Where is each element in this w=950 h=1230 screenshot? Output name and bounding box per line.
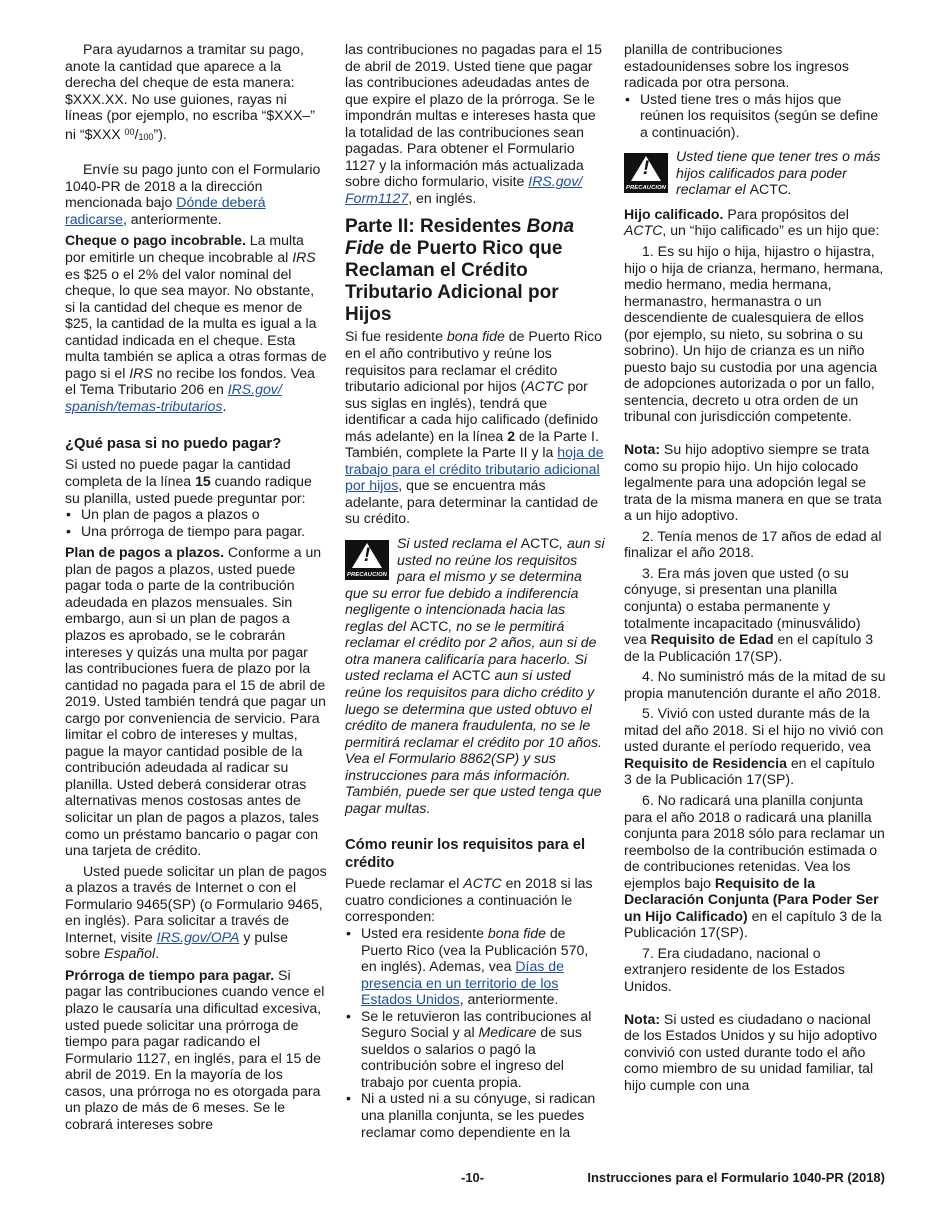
paragraph-check-amount: Para ayudarnos a tramitar su pago, anote la cantidad que aparece a la derecha del cheque de esta manera: $XXX.XX. No use guiones, rayas ni líneas (por ejemplo, no escriba “$XXX–” ni “$XXX $^{00}$/100”). — [65, 41, 315, 142]
link-form1127[interactable]: IRS.gov/ Form1127 — [345, 173, 583, 206]
paragraph-installment-plan: Plan de pagos a plazos. Conforme a un plan de pagos a plazos, usted puede pagar toda o parte de la contribución adeudada en plazos mensuales. Sin embargo, aun si un plan de pagos a plazos es aprobado, se le cobrarán intereses y quizás una multa por pagar las contribuciones fuera de plazo por la cantidad no pagada para el 15 de abril de 2019. Usted también tendrá que pagar un cargo por conveniencia de servicio. Para limitar el cobro de intereses y multas, pague la mayor cantidad posible de la contribución adeudada al radicar su planilla. Usted deberá considerar otras alternativas menos costosas antes de solicitar un plan de pagos a plazos, tales como un préstamo bancario o pagar con una tarjeta de crédito. — [65, 544, 326, 859]
bullet-tres-hijos: • Usted tiene tres o más hijos que reúnen los requisitos (según se define a continuación). — [624, 91, 886, 141]
heading-cheque-incobrable: Cheque o pago incobrable. — [65, 232, 246, 249]
heading-hijo-calificado: Hijo calificado. — [624, 205, 724, 222]
paragraph-bad-check: Cheque o pago incobrable. La multa por emitirle un cheque incobrable al IRS es $25 o el 2% del valor nominal del cheque, lo que sea mayor. No obstante, si la cantidad del cheque es menor de $25, la cantidad de la multa es igual a la cantidad indicada en el cheque. Esta multa también se aplica a otras formas de pago si el IRS no recibe los fondos. Vea el Tema Tributario 206 en IRS.gov/ spanish/temas-tributarios. — [65, 232, 327, 414]
bullet-seguro-social: • Se le retuvieron las contribuciones al Seguro Social y al Medicare de sus sueldos o salarios o pagó la contribución sobre el ingreso del trabajo por cuenta propia. — [345, 1008, 605, 1091]
link-donde-radicarse[interactable]: Dónde deberá radicarse — [65, 194, 266, 227]
heading-plan-pagos: Plan de pagos a plazos. — [65, 544, 224, 561]
link-temas-tributarios[interactable]: IRS.gov/ spanish/temas-tributarios — [65, 381, 282, 414]
column-1 — [65, 41, 327, 1132]
list-item-1: 1. Es su hijo o hija, hijastro o hijastra, hijo o hija de crianza, hermano, hermana, medio hermano, media hermana, hermanastro, hermanastra o un descendiente de cualesquiera de ellos (por ejemplo, su nieto, su sobrina o su sobrino). Un hijo de crianza es un niño puesto bajo su custodia por una agencia de adopciones autorizada o por un fallo, sentencia, decreto u otra orden de un tribunal con jurisdicción competente. — [624, 243, 884, 425]
list-item-5: 5. Vivió con usted durante más de la mitad del año 2018. Si el hijo no vivió con usted durante el período requerido, vea Requisito de Residencia en el capítulo 3 de la Publicación 17(SP). — [624, 705, 884, 788]
paragraph-extension: Prórroga de tiempo para pagar. Si pagar las contribuciones cuando vence el plazo le causaría una dificultad excesiva, usted puede solicitar una prórroga de tiempo para pagar radicando el Formulario 1127, en inglés, para el 15 de abril de 2019. En la mayoría de los casos, una prórroga no es otorgada para un plazo de más de 6 meses. Se le cobrará intereses sobre — [65, 966, 325, 1132]
bullet-residente: • Usted era residente bona fide de Puerto Rico (vea la Publicación 570, en inglés). Ademas, vea Días de presencia en un territorio de los Estados Unidos, anteriormente. — [345, 925, 605, 1008]
paragraph-cannot-pay: Si usted no puede pagar la cantidad completa de la línea 15 cuando radique su planilla, usted puede preguntar por: — [65, 456, 312, 506]
caution-icon: ! PRECAUCION — [345, 540, 389, 580]
link-hoja-trabajo[interactable]: hoja de trabajo para el crédito tributario adicional por hijos — [345, 444, 604, 494]
caution-note-three-children: ! PRECAUCION Usted tiene que tener tres o más hijos calificados para poder reclamar el ACTC. — [626, 148, 881, 198]
paragraph-nota-ciudadano: Nota: Si usted es ciudadano o nacional de los Estados Unidos y su hijo adoptivo convivió con usted durante todo el año como miembro de su unidad familiar, tal hijo cumple con una — [624, 1010, 878, 1093]
caution-icon: ! PRECAUCION — [624, 153, 668, 193]
bullet-plan-pagos: • Un plan de pagos a plazos o — [65, 506, 327, 523]
caution-note-actc: ! PRECAUCION Si usted reclama el ACTC, aun si usted no reúne los requisitos para el mismo y se determina que su error fue debido a indiferencia negligente o intencionada hacia las reglas del ACTC, no se le permitirá reclamar el crédito por 2 años, aun si de otra manera calificaría para hacerlo. Si usted reclama el ACTC aun si usted reúne los requisitos para dicho crédito y luego se determina que usted obtuvo el crédito de manera fraudulenta, no se le permitirá reclamar el crédito por 10 años. Vea el Formulario 8862(SP) y sus instrucciones para más información. También, puede ser que usted tenga que pagar multas. — [345, 535, 605, 816]
bullet-prorroga: • Una prórroga de tiempo para pagar. — [65, 523, 327, 540]
paragraph-four-conditions: Puede reclamar el ACTC en 2018 si las cuatro condiciones a continuación le corresponden: — [345, 875, 593, 925]
link-dias-presencia[interactable]: Días de presencia en un territorio de los Estados Unidos — [361, 958, 564, 1008]
link-irs-opa[interactable]: IRS.gov/OPA — [156, 928, 240, 945]
list-item-4: 4. No suministró más de la mitad de su propia manutención durante el año 2018. — [624, 668, 886, 701]
heading-como-reunir: Cómo reunir los requisitos para el crédito — [345, 837, 586, 872]
paragraph-planilla-otra: planilla de contribuciones estadounidenses sobre los ingresos radicada por otra persona. — [624, 41, 849, 91]
list-item-3: 3. Era más joven que usted (o su cónyuge, si presentan una planilla conjunta) o estaba permanente y totalmente incapacitado (minusválido) vea Requisito de Edad en el capítulo 3 de la Publicación 17(SP). — [624, 564, 874, 664]
paragraph-hijo-calificado: Hijo calificado. Para propósitos del ACTC, un “hijo calificado” es un hijo que: — [624, 205, 880, 239]
paragraph-nota-adoptivo: Nota: Su hijo adoptivo siempre se trata como su propio hijo. Un hijo colocado legalmente para una adopción legal se trata de la misma manera en que se trata a un hijo adoptivo. — [624, 441, 882, 524]
heading-prorroga: Prórroga de tiempo para pagar. — [65, 966, 275, 983]
paragraph-unpaid-taxes: las contribuciones no pagadas para el 15 de abril de 2019. Usted tiene que pagar las contribuciones adeudadas antes de que expire el plazo de la prórroga. Se le impondrán multas e intereses hasta que la totalidad de las contribuciones sean pagadas. Para obtener el Formulario 1127 y la información más actualizada sobre dicho formulario, visite IRS.gov/ Form1127, en inglés. — [345, 41, 602, 206]
paragraph-request-plan: Usted puede solicitar un plan de pagos a plazos a través de Internet o con el Formulario 9465(SP) (o Formulario 9465, en inglés). Para solicitar a través de Internet, visite IRS.gov/OPA y pulse sobre Español. — [65, 862, 327, 962]
column-2 — [345, 41, 605, 1140]
paragraph-send-payment: Envíe su pago junto con el Formulario 1040-PR de 2018 a la dirección mencionada bajo Dónde deberá radicarse, anteriormente. — [65, 161, 321, 227]
list-item-6: 6. No radicará una planilla conjunta para el año 2018 o radicará una planilla conjunta para 2018 sólo para reclamar un reembolso de la contribución estimada o de contribuciones retenidas. Vea los ejemplos bajo Requisito de la Declaración Conjunta (Para Poder Ser un Hijo Calificado) en el capítulo 3 de la Publicación 17(SP). — [624, 791, 885, 941]
paragraph-residente: Si fue residente bona fide de Puerto Rico en el año contributivo y reúne los requisitos para reclamar el crédito tributario adicional por hijos (ACTC por sus siglas en inglés), tendrá que identificar a cada hijo calificado (definido más adelante) en la línea 2 de la Parte I. También, complete la Parte II y la hoja de trabajo para el crédito tributario adicional por hijos, que se encuentra más adelante, para determinar la cantidad de su crédito. — [345, 328, 604, 527]
column-3 — [624, 41, 886, 1093]
footer-title: Instrucciones para el Formulario 1040-PR (2018) — [587, 1170, 885, 1185]
list-item-7: 7. Era ciudadano, nacional o extranjero residente de los Estados Unidos. — [624, 944, 845, 994]
section-title-parte-ii: Parte II: Residentes Bona Fide de Puerto Rico que Reclaman el Crédito Tributario Adicional por Hijos — [345, 216, 575, 326]
page-number: -10- — [461, 1170, 485, 1185]
bullet-dependiente: • Ni a usted ni a su cónyuge, si radican una planilla conjunta, se les puedes reclamar como dependiente en la — [345, 1090, 605, 1140]
heading-no-puedo-pagar: ¿Qué pasa si no puedo pagar? — [65, 436, 282, 453]
list-item-2: 2. Tenía menos de 17 años de edad al finalizar el año 2018. — [624, 527, 882, 561]
